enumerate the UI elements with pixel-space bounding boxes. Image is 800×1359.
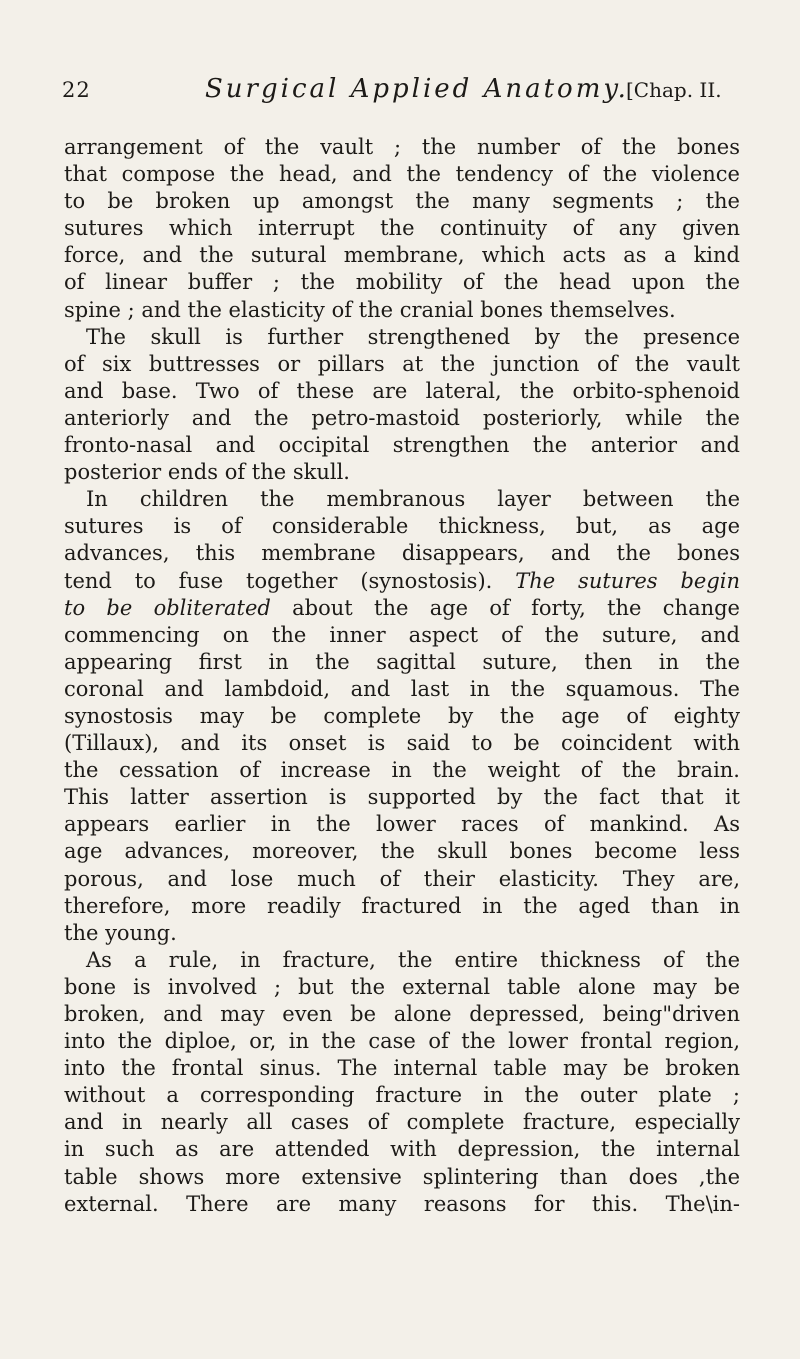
text-line: appearing first in the sagittal suture, then in the [64, 649, 740, 674]
text-line: posterior ends of the skull. [64, 460, 350, 485]
chapter-label: [Chap. II. [626, 78, 722, 102]
text-segment: tend to fuse together (synostosis). [64, 568, 493, 593]
text-line: and in nearly all cases of complete fracture, especially [64, 1110, 740, 1135]
running-head [0, 74, 800, 108]
text-line: The skull is further strengthened by the presence [86, 324, 740, 349]
text-line: spine ; and the elasticity of the cranial bones themselves. [64, 297, 676, 322]
text-line: sutures is of considerable thickness, but, as age [64, 514, 740, 539]
text-line: (Tillaux), and its onset is said to be coincident with [64, 731, 740, 756]
text-line: of linear buffer ; the mobility of the head upon the [64, 270, 740, 295]
text-line-with-italic [64, 568, 740, 595]
text-line: to be broken up amongst the many segments ; the [64, 189, 740, 214]
italic-phrase-continued: to be obliterated [64, 595, 271, 620]
text-line: that compose the head, and the tendency of the violence [64, 162, 740, 187]
text-line: and base. Two of these are lateral, the orbito-sphenoid [64, 378, 740, 403]
text-line-with-italic [64, 595, 740, 622]
text-line: force, and the sutural membrane, which acts as a kind [64, 243, 740, 268]
text-line: external. There are many reasons for this. The\in- [64, 1191, 740, 1216]
text-line: porous, and lose much of their elasticity. They are, [64, 866, 740, 891]
text-line: sutures which interrupt the continuity of any given [64, 216, 740, 241]
text-line: therefore, more readily fractured in the aged than in [64, 893, 740, 918]
text-line: bone is involved ; but the external table alone may be [64, 974, 740, 999]
text-line: table shows more extensive splintering than does ,the [64, 1164, 740, 1189]
text-line: coronal and lambdoid, and last in the squamous. The [64, 676, 740, 701]
text-line: of six buttresses or pillars at the junction of the vault [64, 351, 740, 376]
text-line: broken, and may even be alone depressed, being"driven [64, 1002, 740, 1026]
text-line: in such as are attended with depression, the internal [64, 1137, 740, 1162]
text-segment: about the age of forty, the change [292, 595, 740, 620]
text-line: In children the membranous layer between the [86, 487, 740, 512]
italic-phrase: The sutures begin [515, 568, 740, 593]
text-line: the young. [64, 920, 177, 945]
running-title: Surgical Applied Anatomy. [205, 74, 629, 104]
body-text [64, 134, 740, 1218]
text-line: anteriorly and the petro-mastoid posteriorly, while the [64, 405, 740, 430]
text-line: into the diploe, or, in the case of the lower frontal region, [64, 1029, 740, 1054]
text-line: appears earlier in the lower races of mankind. As [64, 812, 740, 837]
text-line: As a rule, in fracture, the entire thickness of the [86, 947, 740, 972]
text-line: the cessation of increase in the weight of the brain. [64, 758, 740, 783]
text-line: advances, this membrane disappears, and the bones [64, 541, 740, 566]
text-line: into the frontal sinus. The internal table may be broken [64, 1056, 740, 1081]
text-line: without a corresponding fracture in the outer plate ; [64, 1083, 740, 1108]
page-number: 22 [62, 78, 91, 102]
text-line: age advances, moreover, the skull bones become less [64, 839, 740, 864]
text-line: fronto-nasal and occipital strengthen the anterior and [64, 433, 740, 458]
text-line: commencing on the inner aspect of the suture, and [64, 622, 740, 647]
text-line: This latter assertion is supported by the fact that it [64, 785, 740, 810]
text-line: arrangement of the vault ; the number of the bones [64, 135, 740, 159]
text-line: synostosis may be complete by the age of eighty [64, 703, 740, 728]
